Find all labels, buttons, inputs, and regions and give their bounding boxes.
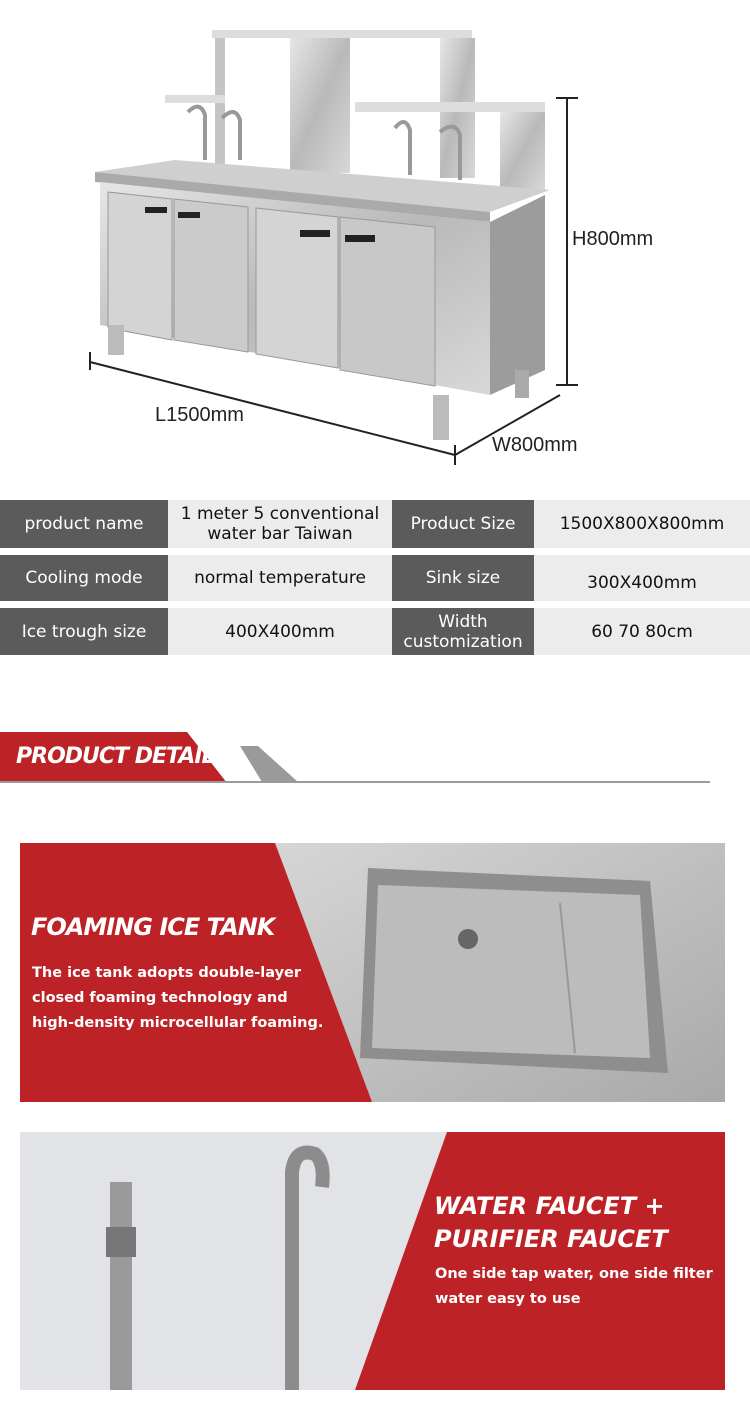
- feature-title: FOAMING ICE TANK: [31, 913, 275, 941]
- height-dimension-label: H800mm: [572, 228, 654, 250]
- spec-value: 1 meter 5 conventional water bar Taiwan: [168, 500, 392, 548]
- spec-value: 400X400mm: [168, 608, 392, 655]
- section-title: PRODUCT DETAILS: [16, 744, 230, 769]
- spec-value: 60 70 80cm: [534, 608, 750, 655]
- feature-card-faucet: [20, 1132, 725, 1390]
- spec-label: Product Size: [392, 500, 534, 548]
- spec-label: product name: [0, 500, 168, 548]
- spec-value: 1500X800X800mm: [534, 500, 750, 548]
- spec-value: normal temperature: [168, 555, 392, 601]
- spec-label: Ice trough size: [0, 608, 168, 655]
- spec-label: Sink size: [392, 555, 534, 601]
- spec-label: Cooling mode: [0, 555, 168, 601]
- spec-label: Width customization: [392, 608, 534, 655]
- spec-value: 300X400mm: [534, 555, 750, 601]
- feature-text: The ice tank adopts double-layer closed foaming technology and high-density microcellular foaming.: [32, 965, 324, 1031]
- feature-text: One side tap water, one side filter water easy to use: [435, 1266, 713, 1307]
- feature-card-ice-tank: [20, 843, 725, 1102]
- feature-title: WATER FAUCET + PURIFIER FAUCET: [434, 1192, 668, 1253]
- length-dimension-label: L1500mm: [155, 404, 244, 426]
- faucet-photo: [20, 1132, 725, 1390]
- width-dimension-label: W800mm: [492, 434, 578, 456]
